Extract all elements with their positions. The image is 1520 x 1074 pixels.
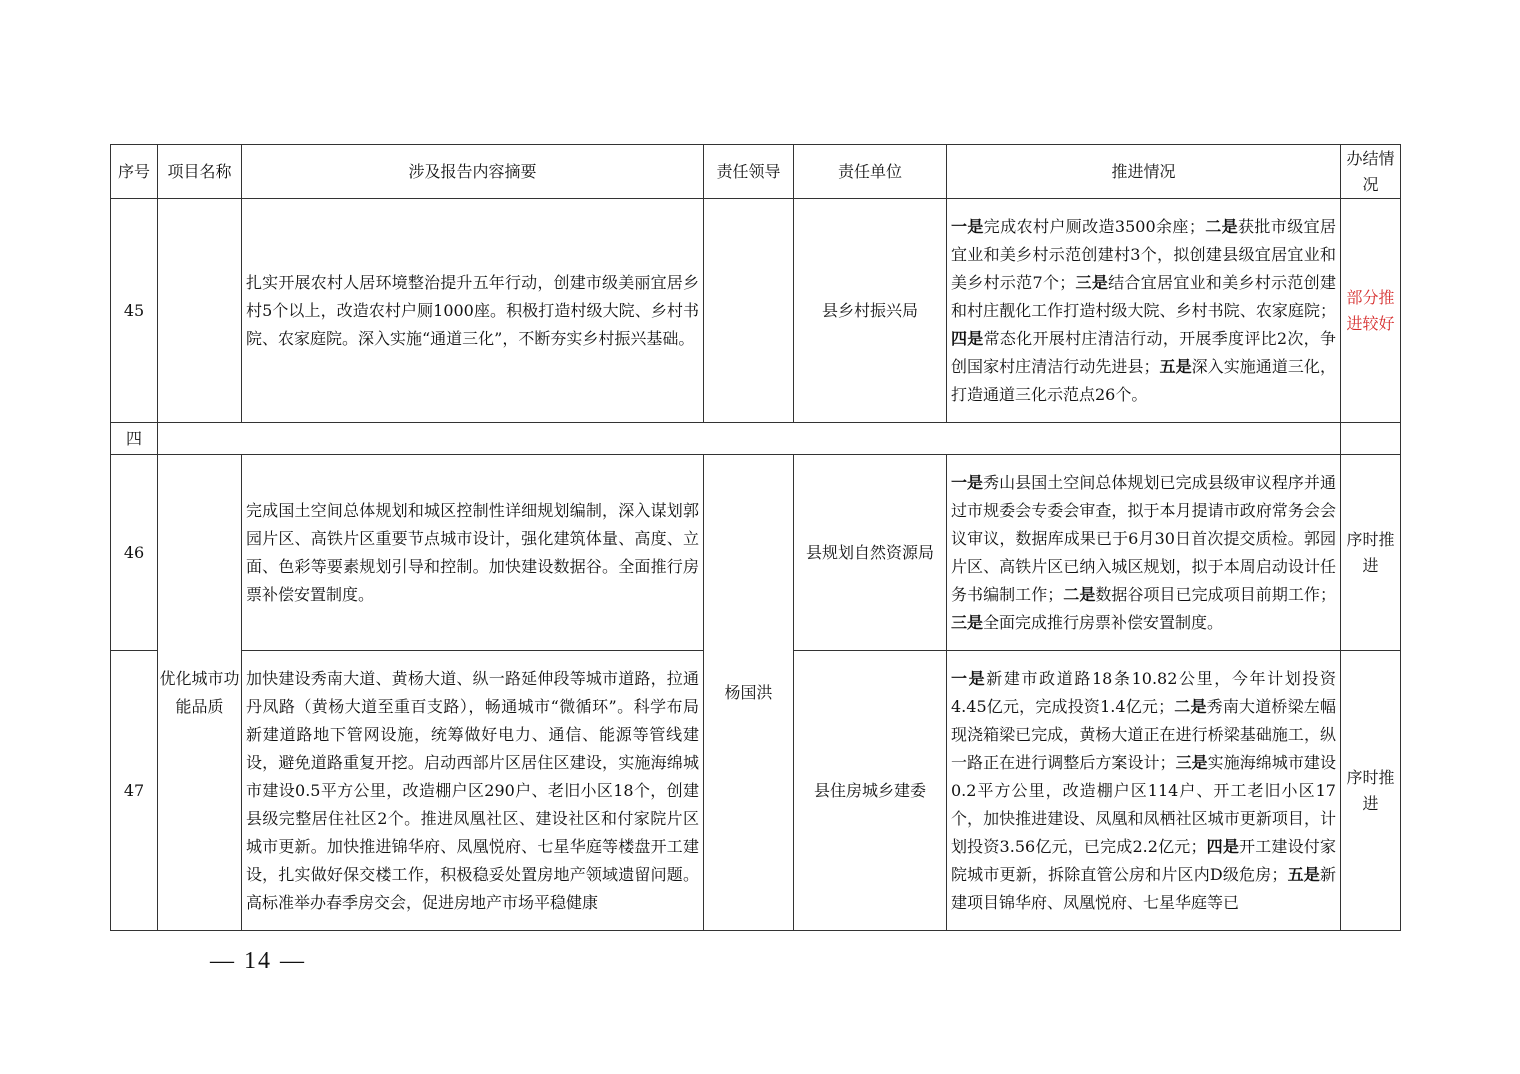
row47-progress-label-4: 四是 <box>1206 836 1240 856</box>
row47-progress-text-3: 实施海绵城市建设0.2平方公里，改造棚户区114户、开工老旧小区17个，加快推进建设、凤凰和凤栖社区城市更新项目，计划投资3.56亿元，已完成2.2亿元； <box>951 752 1336 856</box>
row46-summary: 完成国土空间总体规划和城区控制性详细规划编制，深入谋划郭园片区、高铁片区重要节点城市设计，强化建筑体量、高度、立面、色彩等要素规划引导和控制。加快建设数据谷。全面推行房票补偿安置制度。 <box>242 455 704 651</box>
row45-progress-text-5: 深入实施通道三化，打造通道三化示范点26个。 <box>951 356 1336 404</box>
row45-progress-label-1: 一是 <box>951 216 984 236</box>
row45-progress <box>947 199 1341 423</box>
row47-progress-text-4: 开工建设付家院城市更新，拆除直管公房和片区内D级危房； <box>951 836 1336 884</box>
table-row-45 <box>111 199 1401 423</box>
row47-progress-label-3: 三是 <box>1175 752 1208 772</box>
row46-progress-text-2: 数据谷项目已完成项目前期工作； <box>1095 584 1336 604</box>
row46-seq: 46 <box>111 455 158 651</box>
group-project: 优化城市功能品质 <box>158 455 242 931</box>
row45-progress-text-2: 获批市级宜居宜业和美乡村示范创建村3个，拟创建县级宜居宜业和美乡村示范7个； <box>951 216 1336 292</box>
row46-progress-label-1: 一是 <box>951 472 984 492</box>
row45-summary: 扎实开展农村人居环境整治提升五年行动，创建市级美丽宜居乡村5个以上，改造农村户厕1000座。积极打造村级大院、乡村书院、农家庭院。深入实施“通道三化”，不断夯实乡村振兴基础。 <box>242 199 704 423</box>
page-number: — 14 — <box>210 948 306 974</box>
row45-progress-text-3: 结合宜居宜业和美乡村示范创建和村庄靓化工作打造村级大院、乡村书院、农家庭院； <box>951 272 1336 320</box>
row46-progress-text-1: 秀山县国土空间总体规划已完成县级审议程序并通过市规委会专委会审查，拟于本月提请市政府常务会会议审议，数据库成果已于6月30日首次提交质检。郭园片区、高铁片区已纳入城区规划，拟于本周启动设计任务书编制工作； <box>951 472 1336 604</box>
table-row-46 <box>111 455 1401 651</box>
row46-progress <box>947 455 1341 651</box>
row47-status: 序时推进 <box>1341 651 1401 931</box>
row47-seq: 47 <box>111 651 158 931</box>
header-status: 办结情况 <box>1341 145 1401 199</box>
section-row <box>111 423 1401 455</box>
section-status-empty <box>1341 423 1401 455</box>
header-progress: 推进情况 <box>947 145 1341 199</box>
group-leader: 杨国洪 <box>704 455 794 931</box>
header-summary: 涉及报告内容摘要 <box>242 145 704 199</box>
header-row <box>111 145 1401 199</box>
row47-summary: 加快建设秀南大道、黄杨大道、纵一路延伸段等城市道路，拉通丹凤路（黄杨大道至重百支路），畅通城市“微循环”。科学布局新建道路地下管网设施，统筹做好电力、通信、能源等管线建设，避免道路重复开挖。启动西部片区居住区建设，实施海绵城市建设0.5平方公里，改造棚户区290户、老旧小区18个，创建县级完整居住社区2个。推进凤凰社区、建设社区和付家院片区城市更新。加快推进锦华府、凤凰悦府、七星华庭等楼盘开工建设，扎实做好保交楼工作，积极稳妥处置房地产领域遗留问题。高标准举办春季房交会，促进房地产市场平稳健康 <box>242 651 704 931</box>
progress-table <box>110 144 1401 931</box>
row45-progress-label-4: 四是 <box>951 328 984 348</box>
row47-unit: 县住房城乡建委 <box>794 651 947 931</box>
row45-progress-text-4: 常态化开展村庄清洁行动，开展季度评比2次，争创国家村庄清洁行动先进县； <box>951 328 1336 376</box>
row45-project <box>158 199 242 423</box>
row46-progress-label-2: 二是 <box>1063 584 1096 604</box>
row46-unit: 县规划自然资源局 <box>794 455 947 651</box>
section-label: 四 <box>111 423 158 455</box>
header-project: 项目名称 <box>158 145 242 199</box>
row45-unit: 县乡村振兴局 <box>794 199 947 423</box>
header-seq: 序号 <box>111 145 158 199</box>
row45-seq: 45 <box>111 199 158 423</box>
row47-progress-label-5: 五是 <box>1287 864 1320 884</box>
row47-progress-text-2: 秀南大道桥梁左幅现浇箱梁已完成，黄杨大道正在进行桥梁基础施工，纵一路正在进行调整后方案设计； <box>951 696 1336 772</box>
row47-progress-text-1: 新建市政道路18条10.82公里，今年计划投资4.45亿元，完成投资1.4亿元； <box>951 668 1336 716</box>
row47-progress-label-2: 二是 <box>1174 696 1207 716</box>
row46-progress-label-3: 三是 <box>951 612 984 632</box>
row47-progress-label-1: 一是 <box>951 668 987 688</box>
row45-progress-label-5: 五是 <box>1159 356 1192 376</box>
row45-progress-label-3: 三是 <box>1075 272 1109 292</box>
row47-progress <box>947 651 1341 931</box>
header-unit: 责任单位 <box>794 145 947 199</box>
section-title-empty <box>158 423 1341 455</box>
row45-leader <box>704 199 794 423</box>
row47-progress-text-5: 新建项目锦华府、凤凰悦府、七星华庭等已 <box>951 864 1336 912</box>
row45-progress-label-2: 二是 <box>1204 216 1239 236</box>
row45-progress-text-1: 完成农村户厕改造3500余座； <box>983 216 1205 236</box>
row46-progress-text-3: 全面完成推行房票补偿安置制度。 <box>983 612 1224 632</box>
header-leader: 责任领导 <box>704 145 794 199</box>
row45-status: 部分推进较好 <box>1341 199 1401 423</box>
row46-status: 序时推进 <box>1341 455 1401 651</box>
